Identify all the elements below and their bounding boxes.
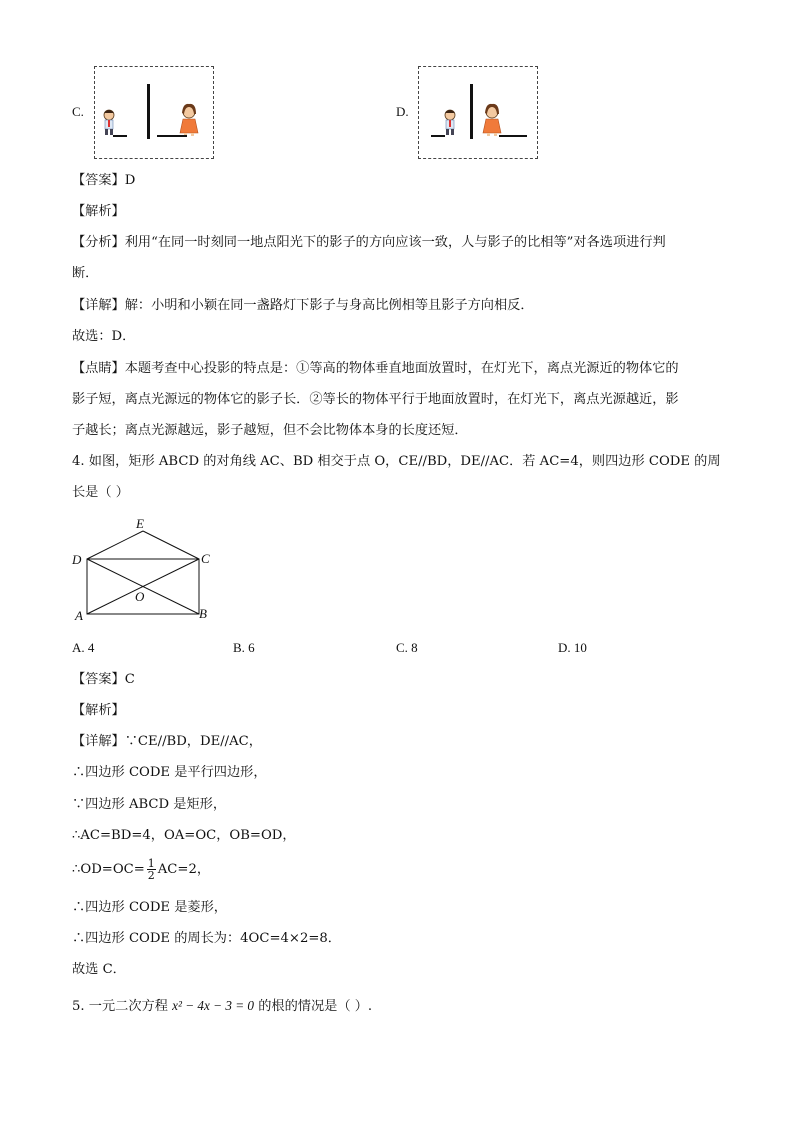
boy-figure: [104, 110, 114, 135]
q4-option-b: B. 6: [233, 640, 255, 655]
q4-answer: 【答案】C: [72, 672, 135, 687]
option-c-illustration: [95, 67, 212, 157]
label-c: C: [201, 551, 210, 566]
label-e: E: [136, 516, 144, 531]
option-c-figure: [94, 66, 214, 159]
q3-comment-line3: 子越长；离点光源越远，影子越短，但不会比物体本身的长度还短．: [72, 423, 468, 438]
option-d-illustration: [419, 67, 536, 157]
q4-stem-line1: 4. 如图，矩形 ABCD 的对角线 AC、BD 相交于点 O，CE//BD，DE//AC．若 AC=4，则四边形 CODE 的周: [72, 454, 721, 469]
q4-step-6: ∴四边形 CODE 是菱形，: [72, 900, 227, 915]
q5-stem-prefix: 5. 一元二次方程: [72, 999, 168, 1014]
fraction-one-half: $\frac{1}{2}$: [147, 857, 155, 882]
q4-step-5: [72, 858, 210, 881]
segment-de: [87, 531, 143, 559]
q4-analysis-heading: 【解析】: [72, 703, 125, 718]
q3-detail: 【详解】解：小明和小颖在同一盏路灯下影子与身高比例相等且影子方向相反．: [72, 298, 534, 313]
option-d-figure: [418, 66, 538, 159]
girl-figure: [180, 104, 198, 136]
q4-step-4: ∴AC=BD=4，OA=OC，OB=OD，: [72, 828, 296, 843]
q3-analysis-line2: 断．: [72, 266, 99, 281]
q3-comment-line1: 【点睛】本题考查中心投影的特点是：①等高的物体垂直地面放置时，在灯光下，离点光源近的物体它的: [72, 361, 679, 376]
girl-shadow: [157, 135, 187, 137]
label-o: O: [135, 589, 145, 604]
q4-option-c: C. 8: [396, 640, 418, 655]
label-a: A: [75, 608, 83, 623]
q4-step-5-prefix: ∴OD=OC=: [72, 862, 145, 877]
q3-answer: 【答案】D: [72, 173, 136, 188]
segment-ce: [143, 531, 199, 559]
q3-analysis-line1: 【分析】利用“在同一时刻同一地点阳光下的影子的方向应该一致，人与影子的比相等”对各选项进行判: [72, 235, 666, 250]
q3-analysis-heading: 【解析】: [72, 204, 125, 219]
q4-option-a: A. 4: [72, 640, 95, 655]
option-d-label: D.: [396, 104, 409, 119]
boy-shadow: [113, 135, 127, 137]
q4-step-2: ∴四边形 CODE 是平行四边形，: [72, 765, 267, 780]
q4-step-5-suffix: AC=2，: [157, 862, 211, 877]
q4-step-1: 【详解】∵CE//BD，DE//AC，: [72, 734, 262, 749]
girl-shadow: [499, 135, 527, 137]
boy-shadow: [431, 135, 445, 137]
q5-stem-suffix: 的根的情况是（ ）.: [258, 999, 373, 1014]
rectangle-figure: [66, 512, 226, 624]
option-c-label: C.: [72, 104, 84, 119]
boy-figure: [445, 110, 455, 135]
q4-step-8: 故选 C．: [72, 962, 126, 977]
lamp-post: [147, 84, 150, 139]
q5-stem: [72, 997, 372, 1016]
q3-choose: 故选：D．: [72, 329, 136, 344]
q4-stem-line2: 长是（ ）: [72, 485, 129, 500]
q4-step-7: ∴四边形 CODE 的周长为：4OC=4×2=8．: [72, 931, 341, 946]
lamp-post: [470, 84, 473, 139]
girl-figure: [483, 104, 501, 136]
q4-step-3: ∵四边形 ABCD 是矩形，: [72, 797, 227, 812]
q5-equation: x² − 4x − 3 = 0: [172, 998, 255, 1013]
q3-comment-line2: 影子短，离点光源远的物体它的影子长．②等长的物体平行于地面放置时，在灯光下，离点光源越近，影: [72, 392, 679, 407]
label-d: D: [72, 552, 82, 567]
label-b: B: [199, 606, 207, 621]
q4-option-d: D. 10: [558, 640, 587, 655]
